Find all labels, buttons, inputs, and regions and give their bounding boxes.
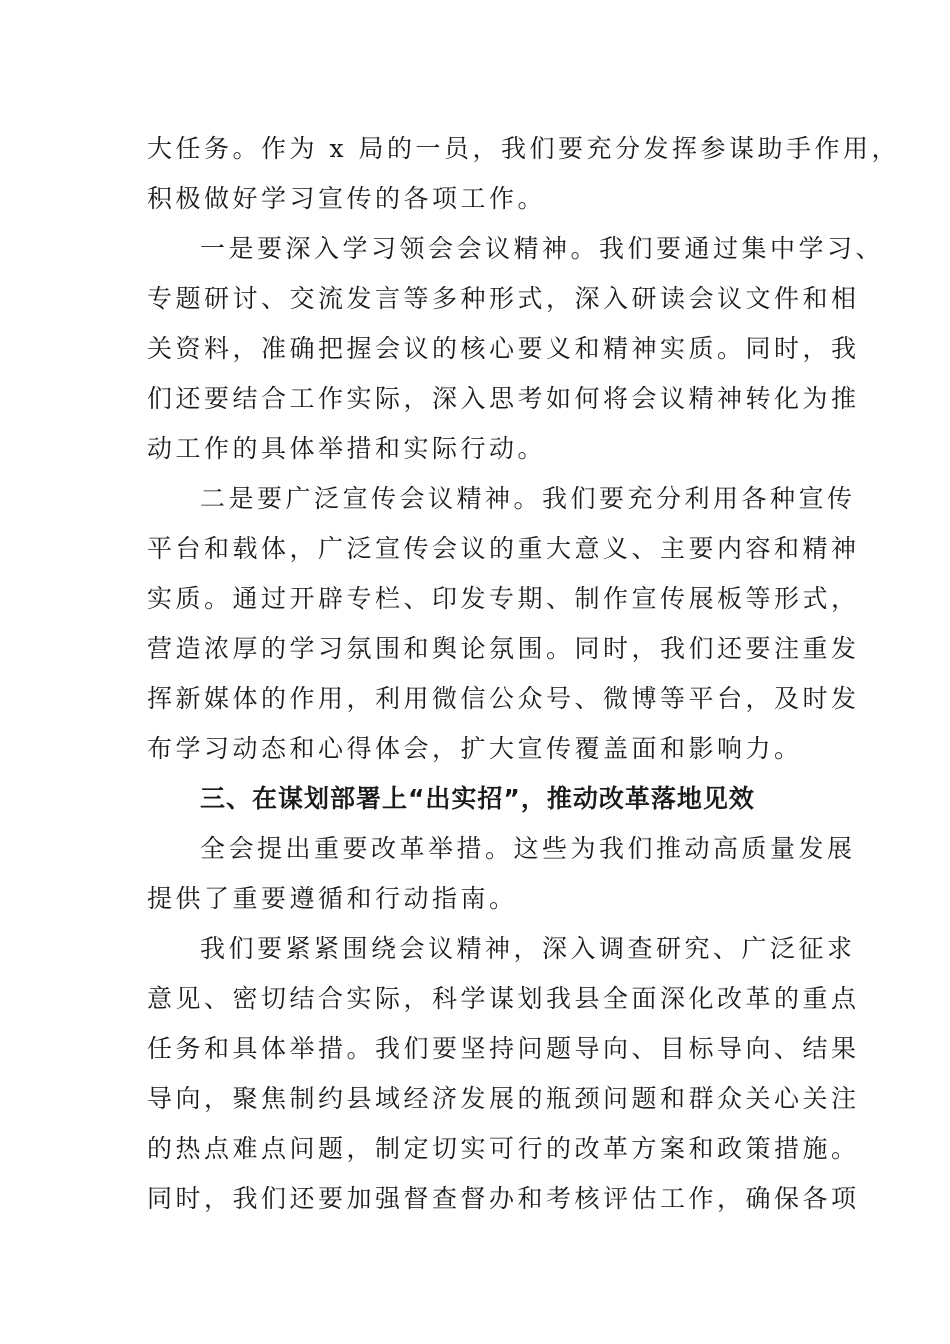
paragraph-first-line: 我们要紧紧围绕会议精神，深入调查研究、广泛征求 (200, 934, 856, 963)
text-line: 提供了重要遵循和行动指南。 (147, 884, 518, 913)
text-line: 导向，聚焦制约县域经济发展的瓶颈问题和群众关心关注 (147, 1084, 860, 1113)
text-line: 平台和载体，广泛宣传会议的重大意义、主要内容和精神 (147, 534, 860, 563)
text-line: 布学习动态和心得体会，扩大宣传覆盖面和影响力。 (147, 734, 803, 763)
text-line: 同时，我们还要加强督查督办和考核评估工作，确保各项 (147, 1184, 860, 1213)
text-line: 专题研讨、交流发言等多种形式，深入研读会议文件和相 (147, 284, 860, 313)
document-body (147, 124, 900, 1224)
text-line: 大任务。作为 x 局的一员，我们要充分发挥参谋助手作用， (147, 134, 900, 163)
text-line: 实质。通过开辟专栏、印发专期、制作宣传展板等形式， (147, 584, 860, 613)
paragraph-first-line: 一是要深入学习领会会议精神。我们要通过集中学习、 (200, 234, 885, 263)
text-line: 们还要结合工作实际，深入思考如何将会议精神转化为推 (147, 384, 860, 413)
text-line: 挥新媒体的作用，利用微信公众号、微博等平台，及时发 (147, 684, 860, 713)
text-line: 动工作的具体举措和实际行动。 (147, 434, 547, 463)
text-line: 关资料，准确把握会议的核心要义和精神实质。同时，我 (147, 334, 860, 363)
text-line: 营造浓厚的学习氛围和舆论氛围。同时，我们还要注重发 (147, 634, 860, 663)
text-line: 积极做好学习宣传的各项工作。 (147, 184, 547, 213)
text-line: 任务和具体举措。我们要坚持问题导向、目标导向、结果 (147, 1034, 860, 1063)
text-line: 意见、密切结合实际，科学谋划我县全面深化改革的重点 (147, 984, 860, 1013)
paragraph-first-line: 二是要广泛宣传会议精神。我们要充分利用各种宣传 (200, 484, 856, 513)
text-line: 的热点难点问题，制定切实可行的改革方案和政策措施。 (147, 1134, 860, 1163)
paragraph-first-line: 全会提出重要改革举措。这些为我们推动高质量发展 (200, 834, 856, 863)
section-heading: 三、在谋划部署上“出实招”，推动改革落地见效 (200, 784, 755, 813)
